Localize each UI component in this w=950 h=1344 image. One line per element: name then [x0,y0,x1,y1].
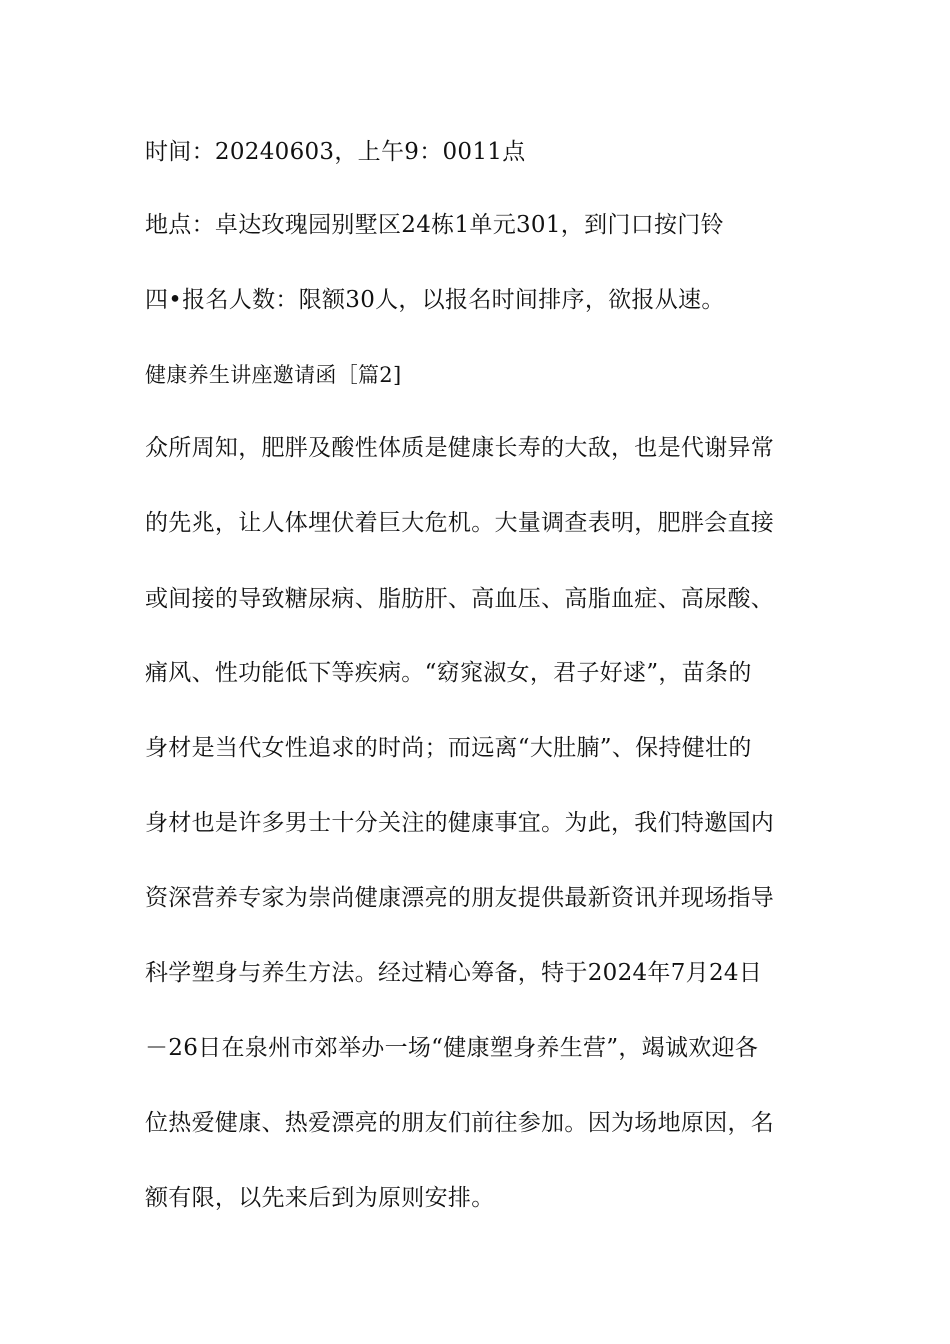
body-line-7: 资深营养专家为崇尚健康漂亮的朋友提供最新资讯并现场指导 [145,885,775,911]
event-time: 时间：20240603，上午9：0011点 [145,139,526,165]
body-line-8: 科学塑身与养生方法。经过精心筹备，特于2024年7月24日 [145,960,763,986]
body-line-2: 的先兆，让人体埋伏着巨大危机。大量调查表明，肥胖会直接 [145,510,775,536]
body-line-11: 额有限，以先来后到为原则安排。 [145,1185,495,1211]
body-line-5: 身材是当代女性追求的时尚；而远离“大肚腩”、保持健壮的 [145,735,752,761]
body-line-9: －26日在泉州市郊举办一场“健康塑身养生营”，竭诚欢迎各 [145,1035,759,1061]
body-line-1: 众所周知，肥胖及酸性体质是健康长寿的大敌，也是代谢异常 [145,435,775,461]
body-line-3: 或间接的导致糖尿病、脂肪肝、高血压、高脂血症、高尿酸、 [145,586,775,612]
event-location: 地点：卓达玫瑰园别墅区24栋1单元301，到门口按门铃 [145,212,724,238]
body-line-4: 痛风、性功能低下等疾病。“窈窕淑女，君子好逑”，苗条的 [145,660,752,686]
body-line-10: 位热爱健康、热爱漂亮的朋友们前往参加。因为场地原因，名 [145,1110,775,1136]
registration-limit: 四•报名人数：限额30人，以报名时间排序，欲报从速。 [145,287,725,313]
section-heading: 健康养生讲座邀请函［篇2] [145,363,402,387]
body-line-6: 身材也是许多男士十分关注的健康事宜。为此，我们特邀国内 [145,810,775,836]
